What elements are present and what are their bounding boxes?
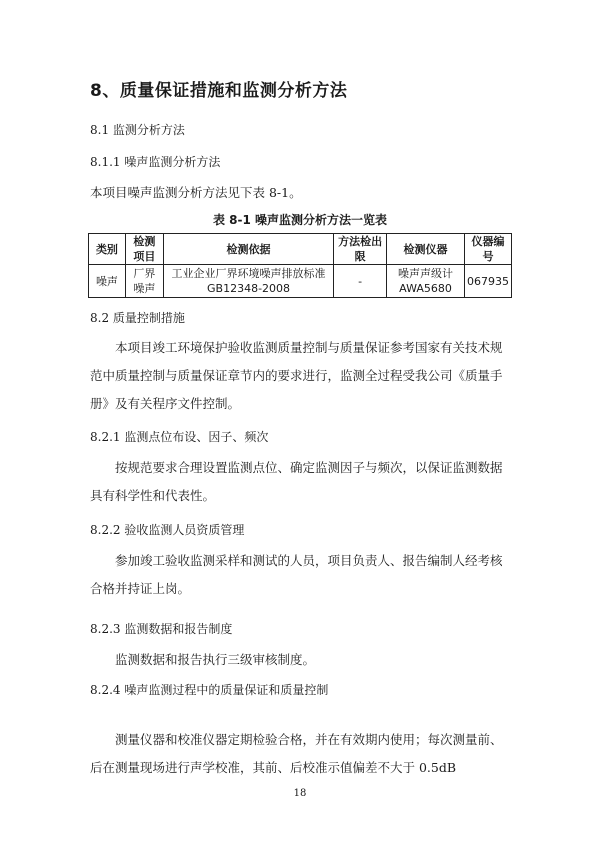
- cell-instrument: 噪声声级计 AWA5680: [387, 265, 465, 298]
- heading-8-2-4: 8.2.4 噪声监测过程中的质量保证和质量控制: [90, 683, 329, 697]
- paragraph-8-2-4: 测量仪器和校准仪器定期检验合格，并在有效期内使用；每次测量前、后在测量现场进行声学校准，其前、后校准示值偏差不大于 0.5dB: [90, 732, 503, 775]
- page-number: 18: [293, 788, 307, 799]
- heading-8-2-3: 8.2.3 监测数据和报告制度: [90, 622, 233, 636]
- table-intro: 本项目噪声监测分析方法见下表 8-1。: [90, 185, 302, 200]
- table-caption: 表 8-1 噪声监测分析方法一览表: [212, 213, 388, 227]
- table-header-row: [89, 234, 512, 265]
- heading-8-2: 8.2 质量控制措施: [90, 311, 185, 325]
- paragraph-8-2-3: 监测数据和报告执行三级审核制度。: [115, 652, 316, 667]
- header-instrument: 检测仪器: [387, 234, 465, 265]
- header-number: 仪器编号: [464, 234, 511, 265]
- header-limit: 方法检出限: [334, 234, 387, 265]
- noise-method-table: [88, 233, 512, 298]
- paragraph-8-2-1: 按规范要求合理设置监测点位、确定监测因子与频次，以保证监测数据具有科学性和代表性。: [90, 460, 503, 503]
- paragraph-8-2-2: 参加竣工验收监测采样和测试的人员，项目负责人、报告编制人经考核合格并持证上岗。: [90, 553, 503, 596]
- cell-basis: 工业企业厂界环境噪声排放标准 GB12348-2008: [163, 265, 333, 298]
- header-category: 类别: [89, 234, 126, 265]
- cell-limit: -: [334, 265, 387, 298]
- header-basis: 检测依据: [163, 234, 333, 265]
- table-row: [89, 265, 512, 298]
- cell-item: 厂界噪声: [125, 265, 163, 298]
- heading-8-2-1: 8.2.1 监测点位布设、因子、频次: [90, 430, 269, 444]
- heading-8-1-1: 8.1.1 噪声监测分析方法: [90, 155, 221, 169]
- cell-number: 067935: [464, 265, 511, 298]
- heading-8-1: 8.1 监测分析方法: [90, 123, 185, 137]
- header-item: 检测项目: [125, 234, 163, 265]
- cell-category: 噪声: [89, 265, 126, 298]
- paragraph-8-2: 本项目竣工环境保护验收监测质量控制与质量保证参考国家有关技术规范中质量控制与质量保证章节内的要求进行，监测全过程受我公司《质量手册》及有关程序文件控制。: [90, 340, 503, 411]
- section-title: 8、质量保证措施和监测分析方法: [90, 81, 348, 101]
- heading-8-2-2: 8.2.2 验收监测人员资质管理: [90, 523, 245, 537]
